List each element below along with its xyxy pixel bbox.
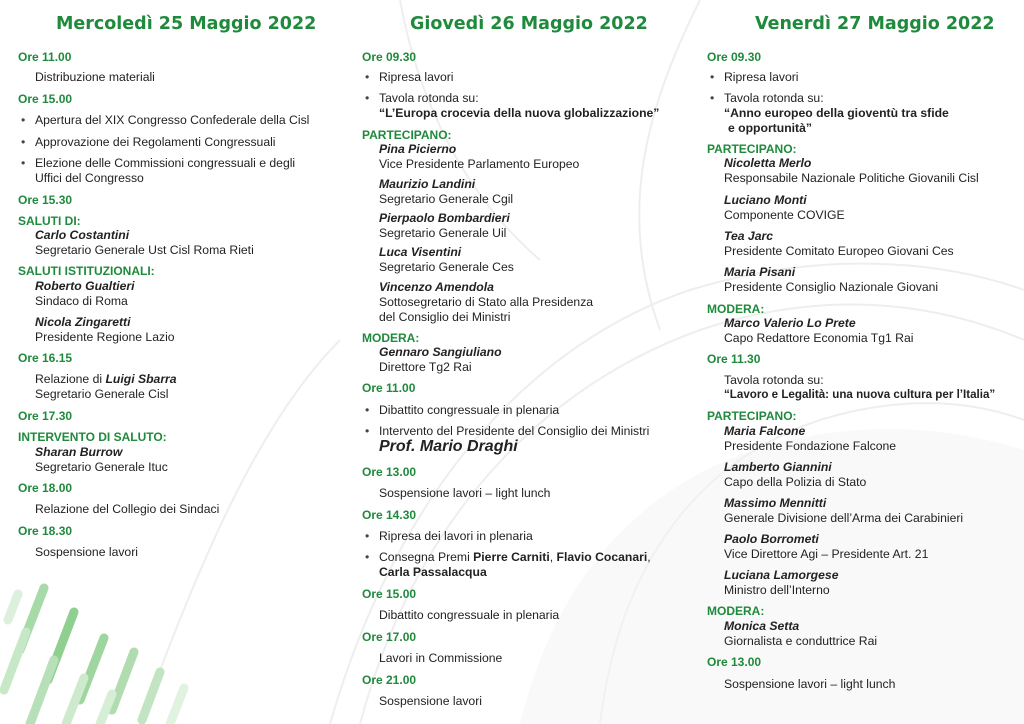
name-visentini: Luca Visentini <box>379 245 462 259</box>
section-saluti-istituzionali: SALUTI ISTITUZIONALI: <box>18 264 155 278</box>
section-modera: MODERA: <box>362 331 420 345</box>
section-modera: MODERA: <box>707 302 765 316</box>
name-lamorgese: Luciana Lamorgese <box>724 568 839 582</box>
name-sangiuliano: Gennaro Sangiuliano <box>379 345 502 359</box>
item-relazione-sbarra: Relazione di Luigi Sbarra <box>35 372 177 386</box>
bullet-tavola: • Tavola rotonda su: <box>365 91 479 106</box>
bullet-ripresa: • Ripresa lavori <box>365 70 454 85</box>
role-visentini: Segretario Generale Ces <box>379 260 514 274</box>
name-borrometi: Paolo Borrometi <box>724 532 819 546</box>
section-intervento: INTERVENTO DI SALUTO: <box>18 430 167 444</box>
bullet-tavola: • Tavola rotonda su: <box>710 91 824 106</box>
bullet-intervento: • Intervento del Presidente del Consiglio dei Ministri <box>365 424 649 439</box>
section-modera-2: MODERA: <box>707 604 765 618</box>
name-bombardieri: Pierpaolo Bombardieri <box>379 211 510 225</box>
item-dibattito: Dibattito congressuale in plenaria <box>379 608 560 622</box>
bullet-elezione: • Elezione delle Commissioni congressuali e degli <box>21 156 295 171</box>
role-mennitti: Generale Divisione dell’Arma dei Carabinieri <box>724 511 964 525</box>
role-landini: Segretario Generale Cgil <box>379 192 514 206</box>
bullet-dibattito: • Dibattito congressuale in plenaria <box>365 403 559 418</box>
section-saluti: SALUTI DI: <box>18 214 81 228</box>
role-picierno: Vice Presidente Parlamento Europeo <box>379 157 580 171</box>
tavola2-quote: “Lavoro e Legalità: una nuova cultura per l’Italia” <box>724 388 996 401</box>
item-sospensione: Sospensione lavori <box>379 694 482 708</box>
time-1800: Ore 18.00 <box>18 481 73 495</box>
item-sospensione: Sospensione lavori <box>35 545 138 559</box>
time-0930: Ore 09.30 <box>707 50 762 64</box>
time-2100: Ore 21.00 <box>362 673 417 687</box>
name-zingaretti: Nicola Zingaretti <box>35 315 131 329</box>
name-burrow: Sharan Burrow <box>35 445 123 459</box>
role-amendola-cont: del Consiglio dei Ministri <box>379 310 511 324</box>
name-costantini: Carlo Costantini <box>35 228 130 242</box>
day3-title: Venerdì 27 Maggio 2022 <box>755 14 995 34</box>
role-burrow: Segretario Generale Ituc <box>35 460 168 474</box>
day1-title: Mercoledì 25 Maggio 2022 <box>56 14 317 34</box>
section-partecipano-2: PARTECIPANO: <box>707 409 797 423</box>
name-picierno: Pina Picierno <box>379 142 457 156</box>
time-1430: Ore 14.30 <box>362 508 417 522</box>
role-lamorgese: Ministro dell’Interno <box>724 583 830 597</box>
role-monti: Componente COVIGE <box>724 208 845 222</box>
name-loprete: Marco Valerio Lo Prete <box>724 316 856 330</box>
item-relazione-collegio: Relazione del Collegio dei Sindaci <box>35 502 220 516</box>
role-borrometi: Vice Direttore Agi – Presidente Art. 21 <box>724 547 929 561</box>
role-pisani: Presidente Consiglio Nazionale Giovani <box>724 280 939 294</box>
day2-title: Giovedì 26 Maggio 2022 <box>410 14 648 34</box>
name-monti: Luciano Monti <box>724 193 807 207</box>
bullet-ripresa-plenaria: • Ripresa dei lavori in plenaria <box>365 529 533 544</box>
role-jarc: Presidente Comitato Europeo Giovani Ces <box>724 244 954 258</box>
tavola-quote-cont: e opportunità” <box>728 121 812 135</box>
name-jarc: Tea Jarc <box>724 229 774 243</box>
time-1730: Ore 17.30 <box>18 409 73 423</box>
name-setta: Monica Setta <box>724 619 800 633</box>
name-draghi: Prof. Mario Draghi <box>379 438 518 455</box>
item-distribuzione: Distribuzione materiali <box>35 70 155 84</box>
name-gualtieri: Roberto Gualtieri <box>35 279 135 293</box>
item-tavola2: Tavola rotonda su: <box>724 373 824 387</box>
role-sbarra: Segretario Generale Cisl <box>35 387 169 401</box>
bullet-consegna-premi: • Consegna Premi Pierre Carniti, Flavio Cocanari, <box>365 550 651 565</box>
name-falcone: Maria Falcone <box>724 424 806 438</box>
name-pisani: Maria Pisani <box>724 265 796 279</box>
time-1615: Ore 16.15 <box>18 351 73 365</box>
item-lunch: Sospensione lavori – light lunch <box>724 677 896 691</box>
name-mennitti: Massimo Mennitti <box>724 496 827 510</box>
time-0930: Ore 09.30 <box>362 50 417 64</box>
tavola-quote: “Anno europeo della gioventù tra sfide <box>724 106 949 120</box>
bullet-elezione-cont: Uffici del Congresso <box>35 171 144 185</box>
section-partecipano: PARTECIPANO: <box>362 128 452 142</box>
time-1830: Ore 18.30 <box>18 524 73 538</box>
green-stripes-decoration <box>0 560 200 724</box>
name-merlo: Nicoletta Merlo <box>724 156 812 170</box>
time-1530: Ore 15.30 <box>18 193 73 207</box>
role-gualtieri: Sindaco di Roma <box>35 294 128 308</box>
time-1300: Ore 13.00 <box>362 465 417 479</box>
bullet-ripresa: • Ripresa lavori <box>710 70 799 85</box>
bullet-apertura: • Apertura del XIX Congresso Confederale della Cisl <box>21 113 309 128</box>
item-lunch: Sospensione lavori – light lunch <box>379 486 551 500</box>
bullet-approvazione: • Approvazione dei Regolamenti Congressuali <box>21 135 276 150</box>
role-sangiuliano: Direttore Tg2 Rai <box>379 360 472 374</box>
role-bombardieri: Segretario Generale Uil <box>379 226 507 240</box>
role-costantini: Segretario Generale Ust Cisl Roma Rieti <box>35 243 254 257</box>
name-passalacqua: Carla Passalacqua <box>379 565 487 579</box>
name-amendola: Vincenzo Amendola <box>379 280 494 294</box>
section-partecipano: PARTECIPANO: <box>707 142 797 156</box>
name-cocanari: Flavio Cocanari <box>556 550 648 564</box>
time-1700: Ore 17.00 <box>362 630 417 644</box>
time-1500: Ore 15.00 <box>18 92 73 106</box>
name-sbarra: Luigi Sbarra <box>105 372 177 386</box>
item-commissione: Lavori in Commissione <box>379 651 503 665</box>
role-zingaretti: Presidente Regione Lazio <box>35 330 175 344</box>
role-amendola: Sottosegretario di Stato alla Presidenza <box>379 295 594 309</box>
time-1100: Ore 11.00 <box>18 50 72 64</box>
name-carniti: Pierre Carniti <box>473 550 550 564</box>
role-loprete: Capo Redattore Economia Tg1 Rai <box>724 331 914 345</box>
time-1300: Ore 13.00 <box>707 655 762 669</box>
name-giannini: Lamberto Giannini <box>724 460 832 474</box>
name-landini: Maurizio Landini <box>379 177 476 191</box>
time-1130: Ore 11.30 <box>707 352 761 366</box>
role-merlo: Responsabile Nazionale Politiche Giovanili Cisl <box>724 171 979 185</box>
role-giannini: Capo della Polizia di Stato <box>724 475 867 489</box>
time-1500: Ore 15.00 <box>362 587 417 601</box>
time-1100: Ore 11.00 <box>362 381 416 395</box>
role-falcone: Presidente Fondazione Falcone <box>724 439 897 453</box>
role-setta: Giornalista e conduttrice Rai <box>724 634 878 648</box>
tavola-quote: “L’Europa crocevia della nuova globalizzazione” <box>379 106 660 120</box>
